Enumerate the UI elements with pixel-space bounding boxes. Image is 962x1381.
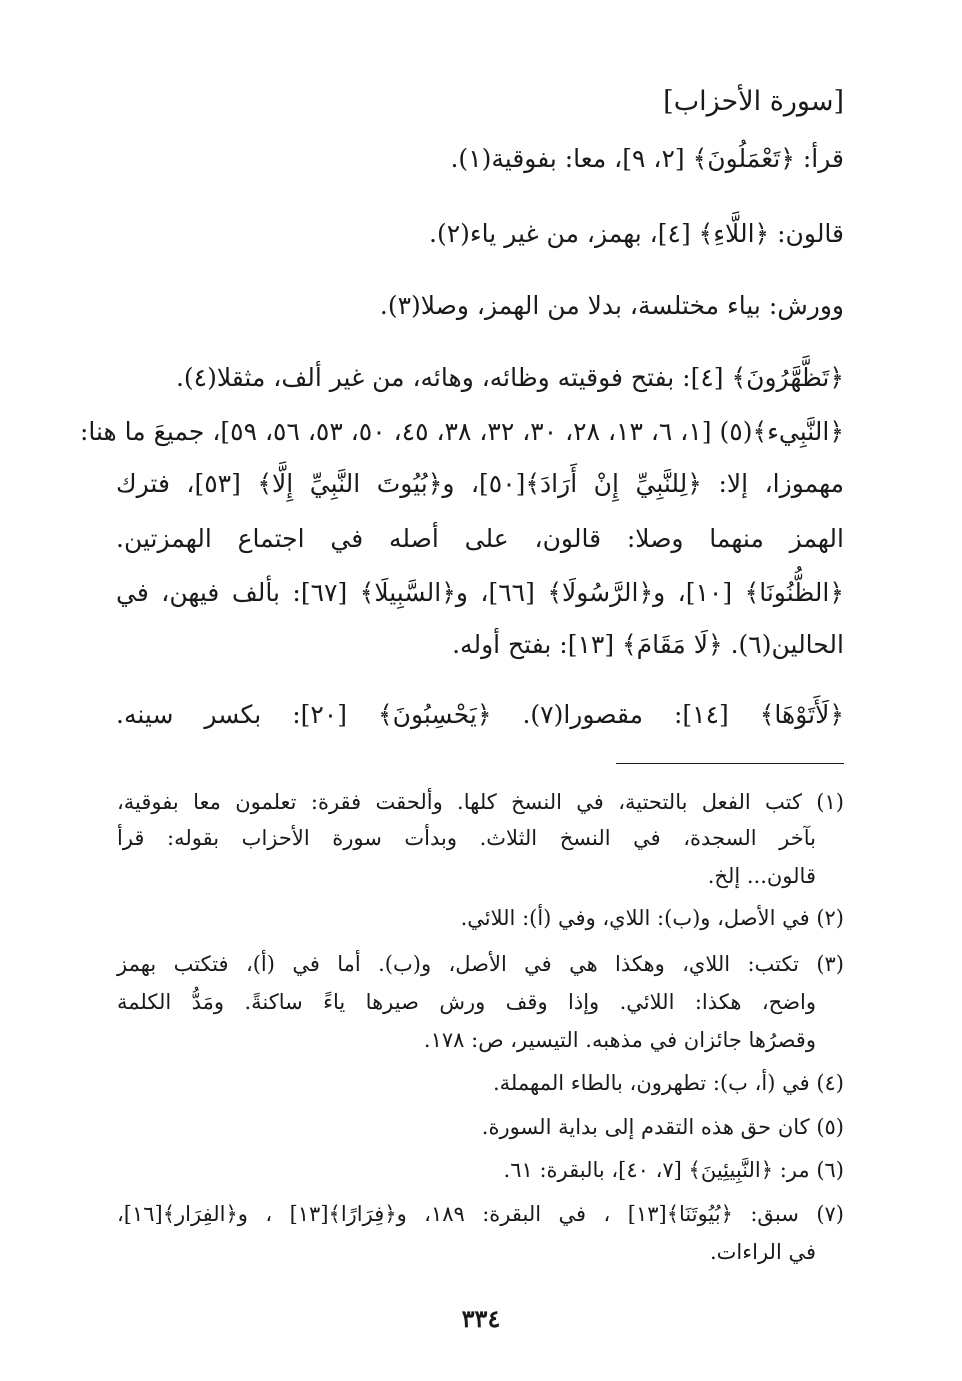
footnote-5: (٥) كان حق هذه التقدم إلى بداية السورة. <box>481 1115 844 1139</box>
text-line-7: الهمز منهما وصلا: قالون، على أصله في اجتماع الهمزتين. <box>116 524 844 553</box>
text-line-3: وورش: بياء مختلسة، بدلا من الهمز، وصلا(٣). <box>379 291 844 320</box>
footnote-3-line-3: وقصرُها جائزان في مذهبه. التيسير، ص: ١٧٨. <box>423 1028 816 1052</box>
footnote-1-line-1: (١) كتب الفعل بالتحتية، في النسخ كلها. وألحقت فقرة: تعلمون معا بفوقية، <box>117 790 844 814</box>
text-line-9: الحالين(٦). ﴿لَا مَقَامَ﴾ [١٣]: بفتح أوله. <box>452 630 844 659</box>
footnote-4: (٤) في (أ، ب): تطهرون، بالطاء المهملة. <box>492 1071 844 1095</box>
footnote-7-line-1: (٧) سبق: ﴿بُيُوتَنَا﴾[١٣] ، في البقرة: ١٨٩، و﴿فِرَارًا﴾[١٣] ، و﴿الفِرَار﴾[١٦]، <box>117 1202 844 1226</box>
footnote-2: (٢) في الأصل، و(ب): اللاي، وفي (أ): اللائي. <box>460 906 844 930</box>
footnote-1-line-2: بآخر السجدة، في النسخ الثلاث. وبدأت سورة الأحزاب بقوله: قرأ <box>117 826 816 850</box>
text-line-2: قالون: ﴿اللَّاءِ﴾ [٤]، بهمز، من غير ياء(٢). <box>429 219 844 248</box>
footnote-1-line-3: قالون... إلخ. <box>707 864 816 888</box>
page-number: ٣٣٤ <box>461 1304 501 1333</box>
text-line-1: قرأ: ﴿تَعْمَلُونَ﴾ [٢، ٩]، معا: بفوقية(١). <box>450 144 844 173</box>
footnote-3-line-1: (٣) تكتب: اللاي، وهكذا هي في الأصل، و(ب). أما في (أ)، فتكتب بهمز <box>117 952 844 976</box>
footnote-6: (٦) مر: ﴿النَّبِيئِينَ﴾ [٧، ٤٠]، بالبقرة: ٦١. <box>503 1158 844 1182</box>
footnote-separator <box>616 763 844 764</box>
text-line-6: مهموزا، إلا: ﴿لِلنَّبِيِّ إِنْ أَرَادَ﴾[٥٠]، و﴿بُيُوتَ النَّبِيِّ إِلَّا﴾ [٥٣]، فترك <box>116 469 844 498</box>
footnote-3-line-2: واضح، هكذا: اللائي. وإذا وقف ورش صيرها ياءً ساكنةً. ومَدُّ الكلمة <box>117 990 816 1014</box>
text-line-10: ﴿لَأَتَوْهَا﴾ [١٤]: مقصورا(٧). ﴿يَحْسِبُونَ﴾ [٢٠]: بكسر سينه. <box>116 700 844 729</box>
surah-heading: [سورة الأحزاب] <box>663 86 844 117</box>
text-line-4: ﴿تَظَّهَّرُونَ﴾ [٤]: بفتح فوقيته وظائه، وهائه، من غير ألف، مثقلا(٤). <box>175 363 844 392</box>
text-line-5: ﴿النَّبِيء﴾(٥) [١، ٦، ١٣، ٢٨، ٣٠، ٣٢، ٣٨، ٤٥، ٥٠، ٥٣، ٥٦، ٥٩]، جميعَ ما هنا: <box>79 417 844 446</box>
footnote-7-line-2: في الراءات. <box>709 1240 816 1264</box>
text-line-8: ﴿الظُّنُونَا﴾ [١٠]، و﴿الرَّسُولَا﴾ [٦٦]، و﴿السَّبِيلَا﴾ [٦٧]: بألف فيهن، في <box>116 578 844 607</box>
